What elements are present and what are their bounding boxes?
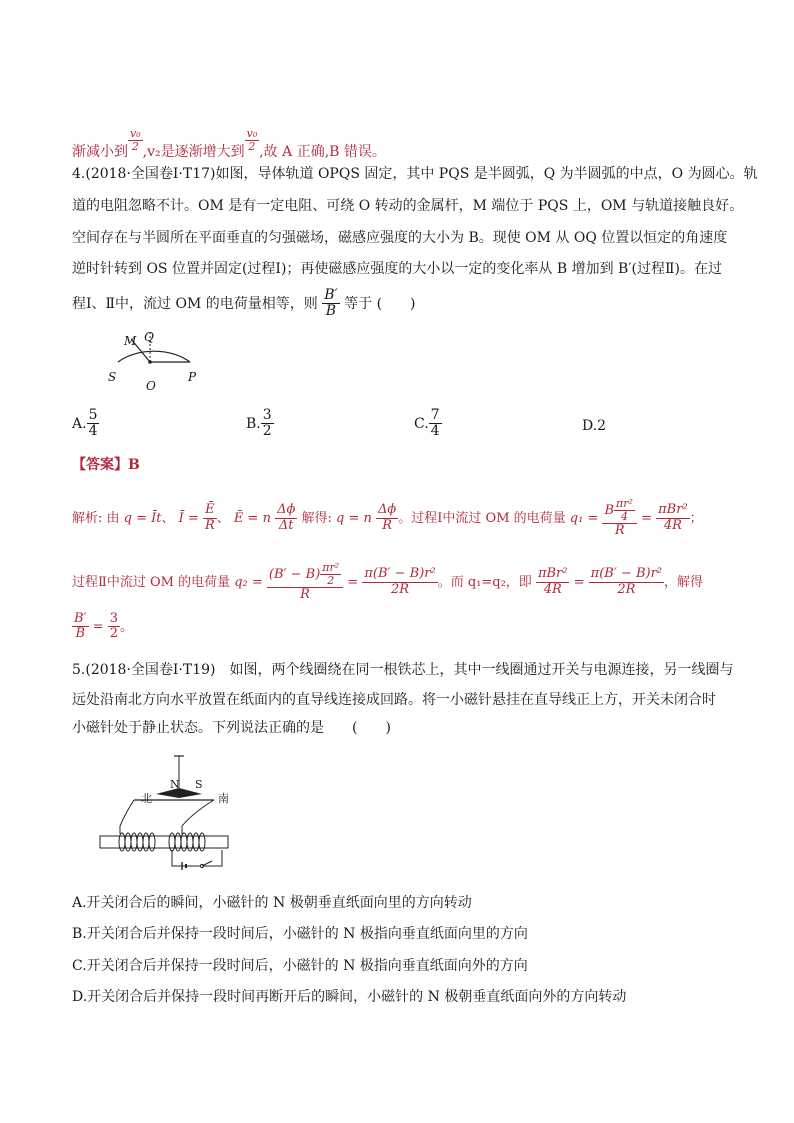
v0-over-2-b: $\frac{\text{v₀}}{2}$ (246, 127, 258, 154)
label-m: M (124, 334, 137, 348)
switch-lever[interactable] (202, 861, 212, 866)
label-q: Q (144, 330, 154, 344)
q4-option-d[interactable]: D.2 (582, 418, 607, 434)
intro-text-3: ,故 A 正确,B 错误。 (259, 144, 386, 161)
intro-text-2: ,v₂是逐渐增大到 (142, 144, 245, 161)
wire-right (182, 800, 214, 826)
q4-line-1: 4.(2018·全国卷Ⅰ·T17)如图，导体轨道 OPQS 固定，其中 PQS 是半圆弧，Q 为半圆弧的中点，O 为圆心。轨 (72, 166, 758, 182)
q4-answer: 【答案】B (72, 457, 140, 473)
q4-line-5 (72, 288, 416, 320)
q5-option-b[interactable]: B.开关闭合后并保持一段时间后，小磁针的 N 极指向垂直纸面向里的方向 (72, 926, 528, 942)
label-south: 南 (218, 792, 229, 805)
semicircle-arc (118, 351, 190, 362)
bprime-over-b: $\frac{B'}{B}$ (324, 287, 338, 320)
v0-over-2-a: $\frac{\text{v₀}}{2}$ (130, 127, 141, 154)
q5-option-c[interactable]: C.开关闭合后并保持一段时间后，小磁针的 N 极指向垂直纸面向外的方向 (72, 958, 528, 974)
intro-text-1: 渐减小到 (72, 144, 128, 161)
q5-option-a[interactable]: A.开关闭合后的瞬间，小磁针的 N 极朝垂直纸面向里的方向转动 (72, 895, 472, 911)
q5-option-d[interactable]: D.开关闭合后并保持一段时间再断开后的瞬间，小磁针的 N 极朝垂直纸面向外的方向转动 (72, 989, 627, 1005)
coil-compass-figure (98, 752, 238, 872)
q4-analysis-line-2: 过程Ⅱ中流过 OM 的电荷量 q₂ = (B′ − B) $\frac{\text{πr²}}{2}$ R = $\frac{\text{π(B′ − B)r²}}{2R}$ 。而 q₁=q₂，即 $\frac{\text{πBr²}}{4R}$ = $\frac{\text{π(B′ − B)r²}}{2R}$ ，解得 (72, 561, 704, 603)
label-north: 北 (141, 792, 152, 805)
q5-line-2: 远处沿南北方向水平放置在纸面内的直导线连接成回路。将一小磁针悬挂在直导线正上方，开关未闭合时 (72, 692, 716, 708)
q4-analysis-line-3: $\frac{B'}{B}$ = $\frac{3}{2}$ 。 (74, 611, 133, 642)
q4-option-b[interactable]: B. $\frac{3}{2}$ (246, 407, 272, 440)
q4-line-2: 道的电阻忽略不计。OM 是有一定电阻、可绕 O 转动的金属杆，M 端位于 PQS 上，OM 与轨道接触良好。 (72, 198, 744, 214)
q5-line-3: 小磁针处于静止状态。下列说法正确的是 ( ) (72, 720, 391, 736)
intro-line (72, 128, 386, 162)
label-s-pole: S (195, 778, 203, 791)
switch-circuit (172, 850, 222, 866)
wire-left (120, 800, 134, 826)
label-n: N (170, 778, 180, 791)
q4-analysis-line-1: 解析: 由 q = Īt、 Ī = $\frac{Ē}{R}$ 、 Ē = n $\frac{\Delta\phi}{\Delta t}$ 解得: q = n $\frac{\Delta\phi}{R}$ 。过程Ⅰ中流过 OM 的电荷量 q₁ = B $\frac{\text{πr²}}{4}$ R = $\frac{\text{πBr²}}{4R}$ ； (72, 497, 703, 539)
label-o: O (146, 379, 156, 393)
center-dot (148, 360, 152, 364)
q4-line-3: 空间存在与半圆所在平面垂直的匀强磁场，磁感应强度的大小为 B。现使 OM 从 OQ 位置以恒定的角速度 (72, 230, 728, 246)
q4-line-5-text: 程Ⅰ、Ⅱ中，流过 OM 的电荷量相等，则 (72, 295, 318, 312)
q5-line-1: 5.(2018·全国卷Ⅰ·T19) 如图，两个线圈绕在同一根铁芯上，其中一线圈通过开关与电源连接，另一线圈与 (72, 662, 734, 678)
q4-option-c[interactable]: C. $\frac{7}{4}$ (414, 407, 440, 440)
label-s: S (108, 370, 117, 384)
q4-line-4: 逆时针转到 OS 位置并固定(过程Ⅰ)；再使磁感应强度的大小以一定的变化率从 B 增加到 B′(过程Ⅱ)。在过 (72, 261, 722, 277)
q4-line-5-tail: 等于 ( ) (344, 295, 416, 312)
q4-option-a[interactable]: A. $\frac{5}{4}$ (72, 407, 98, 440)
label-p: P (188, 370, 197, 384)
